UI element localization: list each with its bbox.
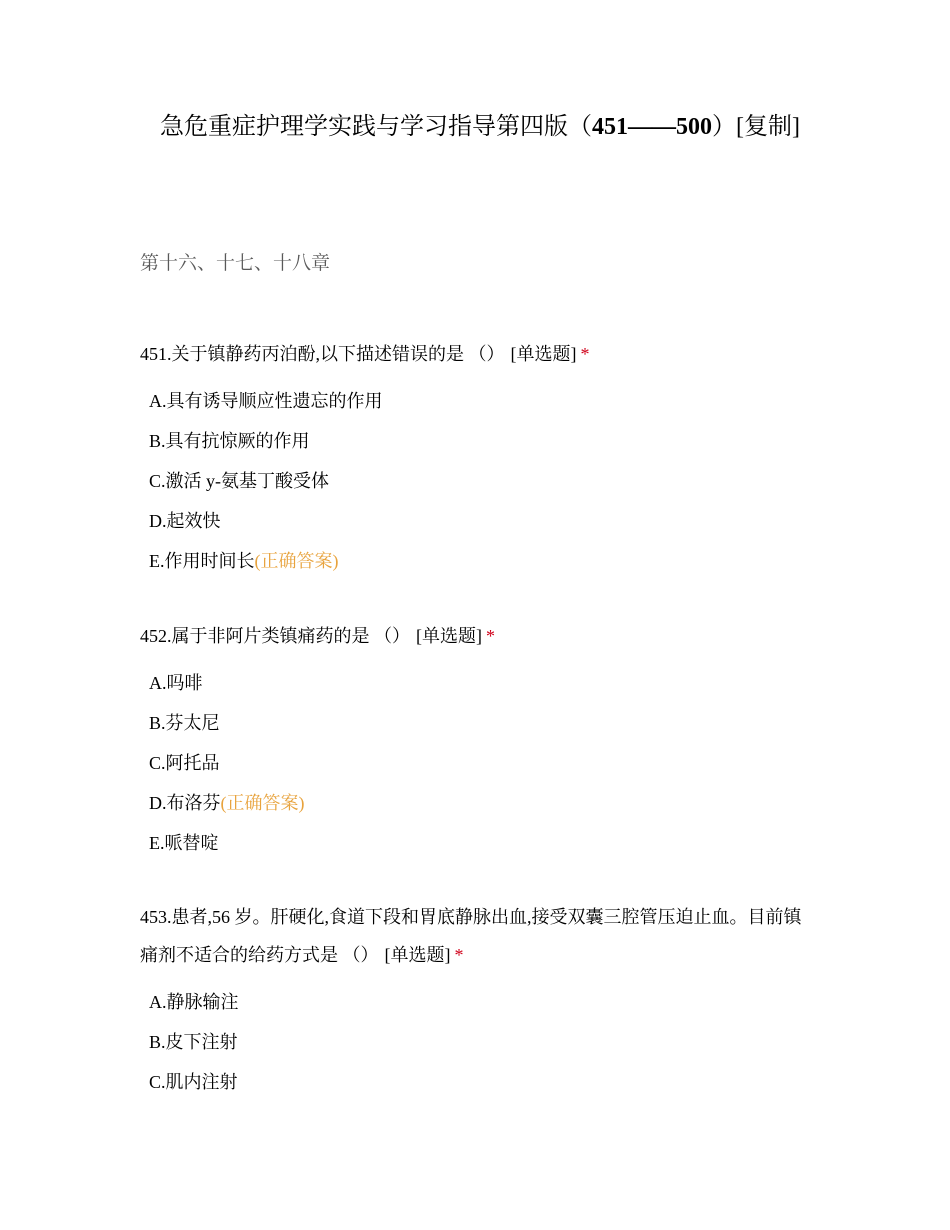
option-d[interactable]: [149, 783, 815, 823]
option-e[interactable]: [149, 541, 815, 581]
required-mark: *: [580, 344, 590, 364]
option-list: [140, 381, 815, 581]
option-text: C.激活 y-氨基丁酸受体: [149, 471, 329, 491]
option-text: B.皮下注射: [149, 1032, 238, 1052]
question-type: [单选题]: [384, 945, 451, 965]
option-text: D.起效快: [149, 511, 221, 531]
option-d[interactable]: [149, 501, 815, 541]
chapter-heading: 第十六、十七、十八章: [140, 253, 331, 274]
question-stem: [140, 617, 815, 655]
required-mark: *: [486, 626, 495, 646]
question-type: [单选题]: [416, 626, 482, 646]
question-452: [140, 617, 815, 863]
option-e[interactable]: [149, 823, 815, 863]
option-b[interactable]: [149, 703, 815, 743]
option-text: A.静脉输注: [149, 992, 239, 1012]
option-text: C.阿托品: [149, 753, 220, 773]
question-stem-text: 452.属于非阿片类镇痛药的是 （）: [140, 626, 410, 646]
question-451: [140, 335, 815, 581]
option-b[interactable]: [149, 421, 815, 461]
option-text: B.芬太尼: [149, 713, 220, 733]
question-453: [140, 898, 815, 1102]
question-type: [单选题]: [510, 344, 577, 364]
option-text: A.具有诱导顺应性遗忘的作用: [149, 391, 383, 411]
option-a[interactable]: [149, 663, 815, 703]
correct-answer-mark: (正确答案): [254, 551, 339, 571]
option-c[interactable]: [149, 461, 815, 501]
title-suffix: ）[复制]: [712, 114, 800, 140]
question-stem: [140, 898, 815, 974]
option-a[interactable]: [149, 381, 815, 421]
option-text: D.布洛芬: [149, 793, 221, 813]
required-mark: *: [454, 945, 464, 965]
option-text: E.哌替啶: [149, 833, 219, 853]
option-a[interactable]: [149, 982, 815, 1022]
question-stem-text: 451.关于镇静药丙泊酚,以下描述错误的是 （）: [140, 344, 505, 364]
option-list: [140, 663, 815, 863]
title-range: 451——500: [592, 114, 712, 140]
option-b[interactable]: [149, 1022, 815, 1062]
title-prefix: 急危重症护理学实践与学习指导第四版（: [160, 114, 592, 140]
option-text: C.肌内注射: [149, 1072, 238, 1092]
option-c[interactable]: [149, 743, 815, 783]
correct-answer-mark: (正确答案): [220, 793, 305, 813]
question-stem: [140, 335, 815, 373]
option-text: B.具有抗惊厥的作用: [149, 431, 310, 451]
option-text: A.吗啡: [149, 673, 203, 693]
question-stem-text: 453.患者,56 岁。肝硬化,食道下段和胃底静脉出血,接受双囊三腔管压迫止血。目前镇痛剂不适合的给药方式是 （）: [140, 907, 802, 965]
option-c[interactable]: [149, 1062, 815, 1102]
option-text: E.作用时间长: [149, 551, 255, 571]
option-list: [140, 982, 815, 1102]
document-title: [150, 106, 810, 148]
